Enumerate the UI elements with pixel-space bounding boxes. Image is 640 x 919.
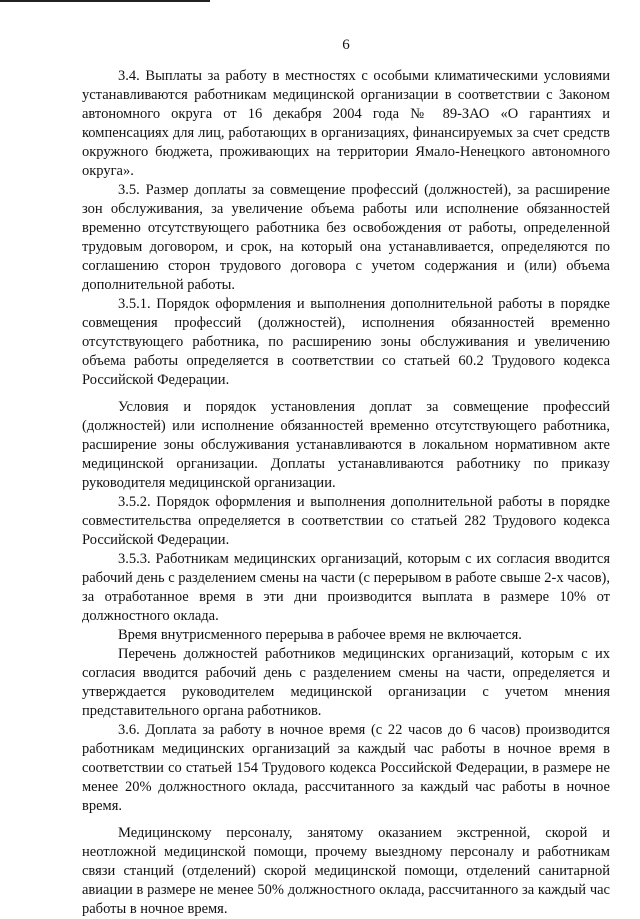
document-page — [82, 36, 610, 919]
paragraph-3-5-1: 3.5.1. Порядок оформления и выполнения дополнительной работы в порядке совмещения профессий (должностей), исполнения обязанностей временно отсутствующего работника, по расширению зоны обслуживания и увеличению объема работы определяется в соответствии со статьей 60.2 Трудового кодекса Российской Федерации. — [82, 296, 610, 388]
page-number: 6 — [342, 37, 350, 53]
paragraph-3-5-2: 3.5.2. Порядок оформления и выполнения дополнительной работы в порядке совместительства определяется в соответствии со статьей 282 Трудового кодекса Российской Федерации. — [82, 494, 610, 548]
paragraph-3-4: 3.4. Выплаты за работу в местностях с особыми климатическими условиями устанавливаются работникам медицинской организации в соответствии с Законом автономного округа от 16 декабря 2004 года № 89-ЗАО «О гарантиях и компенсациях для лиц, работающих в организациях, финансируемых за счет средств окружного бюджета, проживающих на территории Ямало-Ненецкого автономного округа». — [82, 68, 610, 179]
paragraph-3-5-1-conditions: Условия и порядок установления доплат за совмещение профессий (должностей) или исполнение обязанностей временно отсутствующего работника, расширение зоны обслуживания устанавливаются в локальном нормативном акте медицинской организации. Доплаты устанавливаются работнику по приказу руководителя медицинской организации. — [82, 399, 610, 491]
paragraph-emergency-staff: Медицинскому персоналу, занятому оказанием экстренной, скорой и неотложной медицинской помощи, прочему выездному персоналу и работникам связи станций (отделений) скорой медицинской помощи, отделений санитарной авиации в размере не менее 50% должностного оклада, рассчитанного за каждый час работы в ночное время. — [82, 825, 610, 917]
scan-edge-line — [0, 0, 210, 2]
paragraph-3-6: 3.6. Доплата за работу в ночное время (с 22 часов до 6 часов) производится работникам медицинских организаций за каждый час работы в ночное время в соответствии со статьей 154 Трудового кодекса Российской Федерации, в размере не менее 20% должностного оклада, рассчитанного за каждый час работы в ночное время. — [82, 722, 610, 814]
paragraph-3-5-3: 3.5.3. Работникам медицинских организаций, которым с их согласия вводится рабочий день с разделением смены на части (с перерывом в работе свыше 2-х часов), за отработанное время в эти дни производится выплата в размере 10% от должностного оклада. — [82, 551, 610, 624]
paragraph-positions-list: Перечень должностей работников медицинских организаций, которым с их согласия вводится рабочий день с разделением смены на части, определяется и утверждается руководителем медицинской организации с учетом мнения представительного органа работников. — [82, 646, 610, 719]
paragraph-3-5: 3.5. Размер доплаты за совмещение профессий (должностей), за расширение зон обслуживания, за увеличение объема работы или исполнение обязанностей временно отсутствующего работника без освобождения от работы, определенной трудовым договором, и срок, на который она устанавливается, определяются по соглашению сторон трудового договора с учетом содержания и (или) объема дополнительной работы. — [82, 182, 610, 293]
paragraph-break-time: Время внутрисменного перерыва в рабочее время не включается. — [118, 627, 522, 643]
